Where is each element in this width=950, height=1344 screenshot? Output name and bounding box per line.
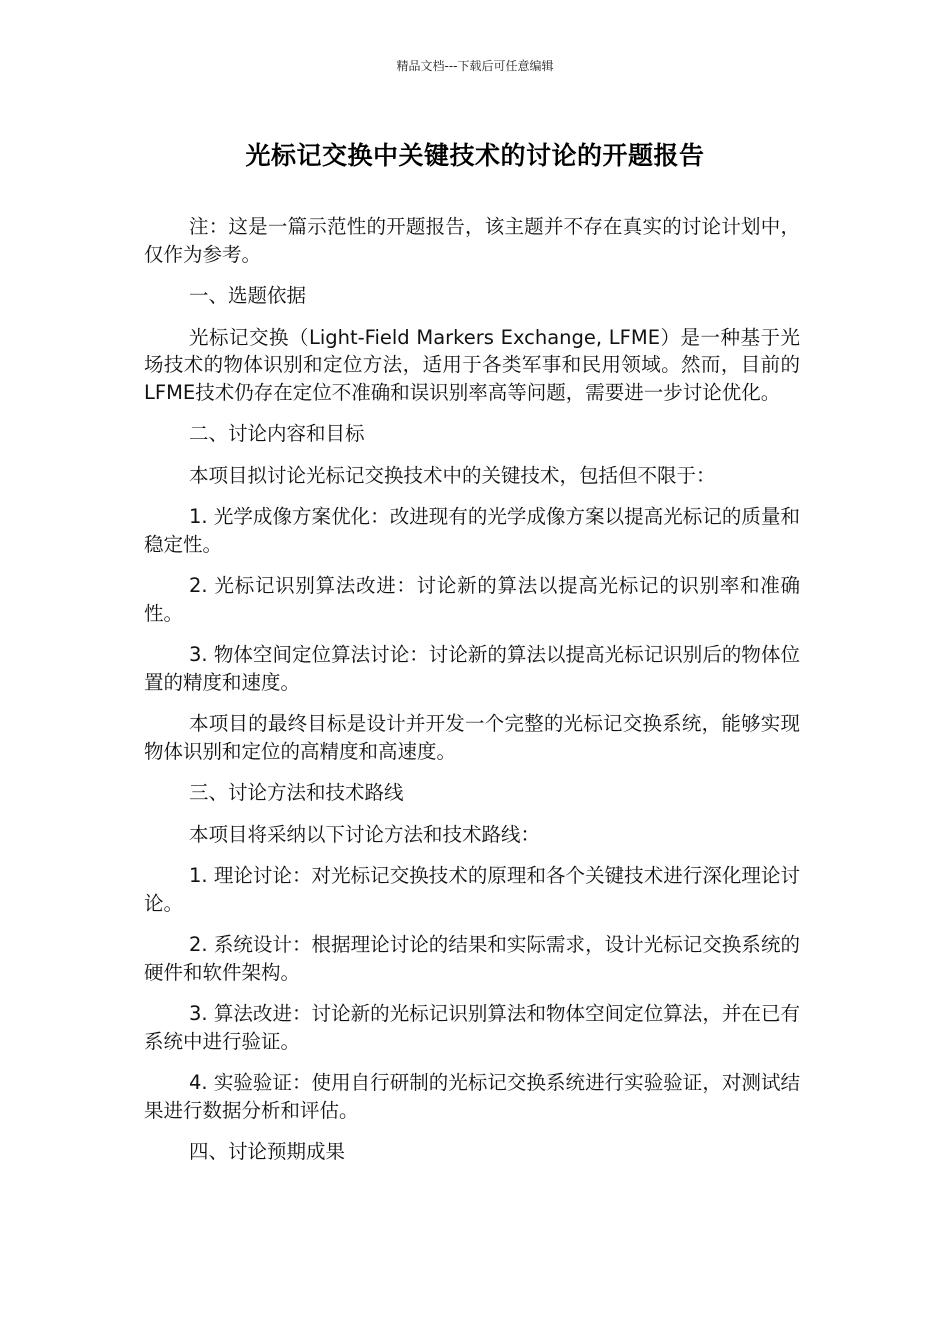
paragraph-methods-intro: 本项目将采纳以下讨论方法和技术路线： [189, 822, 541, 846]
paragraph-final-goal: 本项目的最终目标是设计并开发一个完整的光标记交换系统，能够实现物体识别和定位的高精度和高速度。 [144, 712, 800, 763]
section-heading-topic-basis: 一、选题依据 [189, 284, 307, 307]
section-heading-methods: 三、讨论方法和技术路线 [189, 781, 404, 804]
list-item-optical-imaging: 1. 光学成像方案优化：改进现有的光学成像方案以提高光标记的质量和稳定性。 [144, 505, 800, 556]
document-body [144, 213, 800, 1180]
paragraph-scope-intro: 本项目拟讨论光标记交换技术中的关键技术，包括但不限于： [189, 463, 716, 487]
list-item-theory: 1. 理论讨论：对光标记交换技术的原理和各个关键技术进行深化理论讨论。 [144, 864, 800, 915]
list-item-algorithm-improvement: 3. 算法改进：讨论新的光标记识别算法和物体空间定位算法，并在已有系统中进行验证。 [144, 1002, 800, 1053]
header-note: 精品文档---下载后可任意编辑 [396, 59, 554, 73]
section-heading-expected-results: 四、讨论预期成果 [189, 1140, 346, 1163]
document-title: 光标记交换中关键技术的讨论的开题报告 [245, 141, 705, 170]
list-item-system-design: 2. 系统设计：根据理论讨论的结果和实际需求，设计光标记交换系统的硬件和软件架构。 [144, 933, 800, 984]
list-item-recognition-algorithm: 2. 光标记识别算法改进：讨论新的算法以提高光标记的识别率和准确性。 [144, 574, 800, 625]
paragraph-disclaimer: 注：这是一篇示范性的开题报告，该主题并不存在真实的讨论计划中，仅作为参考。 [144, 215, 800, 266]
paragraph-background: 光标记交换（Light-Field Markers Exchange, LFME）是一种基于光场技术的物体识别和定位方法，适用于各类军事和民用领域。然而，目前的LFME技术仍存在定位不准确和误识别率高等问题，需要进一步讨论优化。 [144, 325, 800, 404]
list-item-spatial-positioning: 3. 物体空间定位算法讨论：讨论新的算法以提高光标记识别后的物体位置的精度和速度。 [144, 643, 800, 694]
list-item-experiment: 4. 实验验证：使用自行研制的光标记交换系统进行实验验证，对测试结果进行数据分析和评估。 [144, 1071, 800, 1122]
section-heading-content-goals: 二、讨论内容和目标 [189, 422, 365, 445]
